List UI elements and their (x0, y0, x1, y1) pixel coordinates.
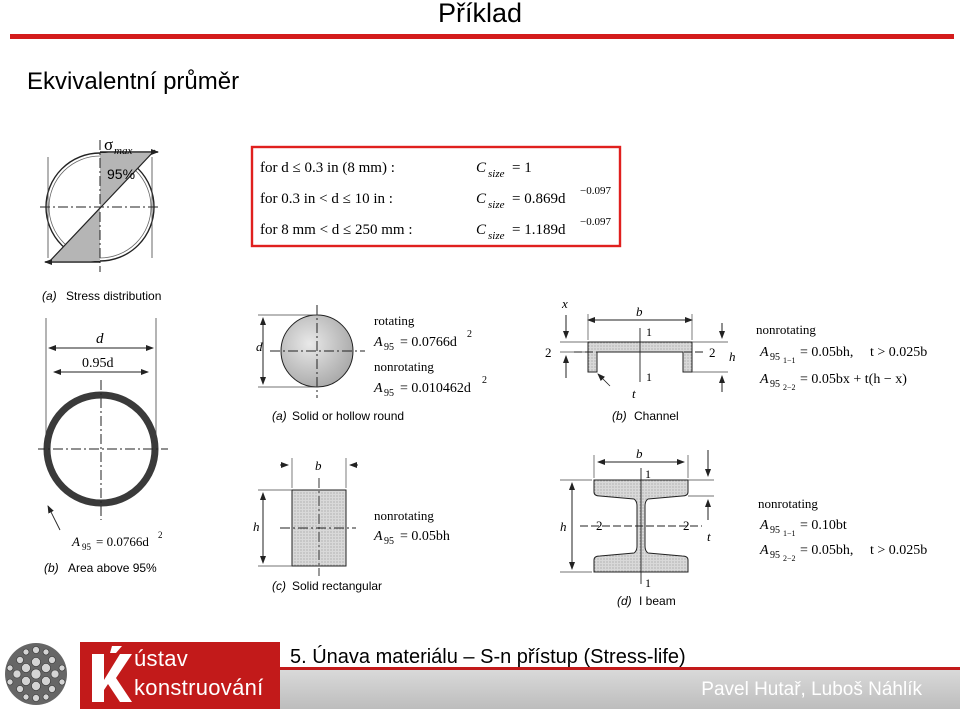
rect-lhs: A (374, 529, 383, 544)
csize-cond-1: for d ≤ 0.3 in (8 mm) : (260, 160, 395, 176)
stress-caption: Stress distribution (66, 289, 162, 303)
round-rot-exp: 2 (467, 329, 472, 340)
channel-f2-rhs: = 0.05bx + t(h − x) (800, 372, 907, 387)
institute-name-line1: ústav (134, 646, 189, 671)
channel-h-label: h (729, 349, 736, 364)
area-a95-rhs: = 0.0766d (96, 534, 149, 549)
ibeam-f1-rhs: = 0.10bt (800, 518, 847, 533)
csize-rhs-1: = 1 (512, 160, 532, 176)
ibeam-f1-sub: 95 (770, 525, 780, 536)
csize-exp-2: −0.097 (580, 185, 611, 197)
sigma-symbol: σ (104, 135, 114, 154)
ibeam-caption: I beam (639, 594, 676, 608)
round-nonrot-label: nonrotating (374, 359, 434, 374)
channel-f1-cond: t > 0.025b (870, 345, 928, 360)
csize-exp-3: −0.097 (580, 216, 611, 228)
rect-rhs: = 0.05bh (400, 529, 450, 544)
ibeam-2-right: 2 (683, 518, 690, 533)
institute-name-line2: konstruování (134, 675, 264, 700)
ibeam-f2-sub: 95 (770, 550, 780, 561)
channel-1-top: 1 (646, 325, 652, 339)
csize-lhs-3: C (476, 222, 487, 238)
rect-h-label: h (253, 519, 260, 534)
ibeam-f1-lhs: A (760, 518, 769, 533)
rect-nonrot-label: nonrotating (374, 508, 434, 523)
channel-b-label: b (636, 304, 643, 319)
round-rot-label: rotating (374, 313, 415, 328)
ibeam-f2-sub2: 2−2 (783, 554, 796, 563)
area-caption: Area above 95% (68, 561, 157, 575)
ibeam-1-bot: 1 (645, 576, 651, 590)
channel-2-right: 2 (709, 345, 716, 360)
title-divider (10, 34, 954, 39)
slide-subtitle: Ekvivalentní průměr (27, 68, 240, 95)
csize-sub-3: size (488, 230, 505, 242)
round-d-label: d (256, 339, 263, 354)
channel-f1-sub2: 1−1 (783, 356, 796, 365)
ibeam-f1-sub2: 1−1 (783, 529, 796, 538)
channel-2-left: 2 (545, 345, 552, 360)
csize-lhs-1: C (476, 160, 487, 176)
channel-caption: Channel (634, 409, 679, 423)
rect-caption: Solid rectangular (292, 579, 383, 593)
channel-f1-sub: 95 (770, 352, 780, 363)
channel-x-label: x (562, 296, 568, 311)
channel-1-bot: 1 (646, 370, 652, 384)
csize-cond-3: for 8 mm < d ≤ 250 mm : (260, 222, 413, 238)
sigma-subscript: max (114, 145, 133, 157)
stress-caption-tag: (a) (42, 289, 57, 303)
area-a95-lhs: A (72, 534, 80, 549)
ibeam-h-label: h (560, 519, 567, 534)
channel-t-label: t (632, 386, 636, 401)
channel-f2-lhs: A (760, 372, 769, 387)
ibeam-figure (560, 446, 927, 608)
rect-b-label: b (315, 458, 322, 473)
csize-cond-2: for 0.3 in < d ≤ 10 in : (260, 191, 393, 207)
csize-sub-1: size (488, 168, 505, 180)
solid-round-figure (256, 305, 487, 423)
ibeam-f2-cond: t > 0.025b (870, 543, 928, 558)
ibeam-f2-lhs: A (760, 543, 769, 558)
uk-logo-icon (86, 644, 136, 708)
round-rot-rhs: = 0.0766d (400, 335, 457, 350)
stress-distribution-figure (40, 135, 161, 303)
channel-f2-sub2: 2−2 (783, 383, 796, 392)
area-caption-tag: (b) (44, 561, 59, 575)
round-nonrot-lhs: A (374, 381, 383, 396)
rect-caption-tag: (c) (272, 579, 286, 593)
channel-figure (545, 296, 927, 423)
ibeam-caption-tag: (d) (617, 594, 632, 608)
equivalent-diameter-figure (38, 128, 960, 608)
ibeam-1-top: 1 (645, 467, 651, 481)
ibeam-t-label: t (707, 529, 711, 544)
channel-f1-lhs: A (760, 345, 769, 360)
rect-sub: 95 (384, 536, 394, 547)
csize-rhs-2: = 0.869d (512, 191, 566, 207)
ibeam-2-left: 2 (596, 518, 603, 533)
area-a95-exp: 2 (158, 530, 163, 540)
channel-f2-sub: 95 (770, 379, 780, 390)
round-caption: Solid or hollow round (292, 409, 405, 423)
round-rot-lhs: A (374, 335, 383, 350)
channel-f1-rhs: = 0.05bh, (800, 345, 854, 360)
round-nonrot-exp: 2 (482, 375, 487, 386)
lecture-title: 5. Únava materiálu – S-n přístup (Stress-life) (290, 646, 686, 668)
pct-label: 95% (107, 166, 136, 182)
ibeam-b-label: b (636, 446, 643, 461)
area-a95-sub: 95 (82, 542, 91, 552)
round-nonrot-sub: 95 (384, 388, 394, 399)
csize-lhs-2: C (476, 191, 487, 207)
area-d95-label: 0.95d (82, 356, 114, 371)
area-d-label: d (96, 331, 104, 347)
csize-sub-2: size (488, 199, 505, 211)
round-nonrot-rhs: = 0.010462d (400, 381, 471, 396)
ibeam-nonrot-label: nonrotating (758, 496, 818, 511)
solid-rect-figure (253, 458, 450, 593)
slide-title: Příklad (437, 0, 522, 28)
ibeam-f2-rhs: = 0.05bh, (800, 543, 854, 558)
channel-nonrot-label: nonrotating (756, 322, 816, 337)
csize-rhs-3: = 1.189d (512, 222, 566, 238)
round-caption-tag: (a) (272, 409, 287, 423)
authors: Pavel Hutař, Luboš Náhlík (701, 679, 922, 700)
csize-formula-box (252, 147, 620, 246)
metal-grain-logo (0, 640, 80, 709)
round-rot-sub: 95 (384, 342, 394, 353)
area-above-95-figure (38, 318, 168, 575)
channel-caption-tag: (b) (612, 409, 627, 423)
